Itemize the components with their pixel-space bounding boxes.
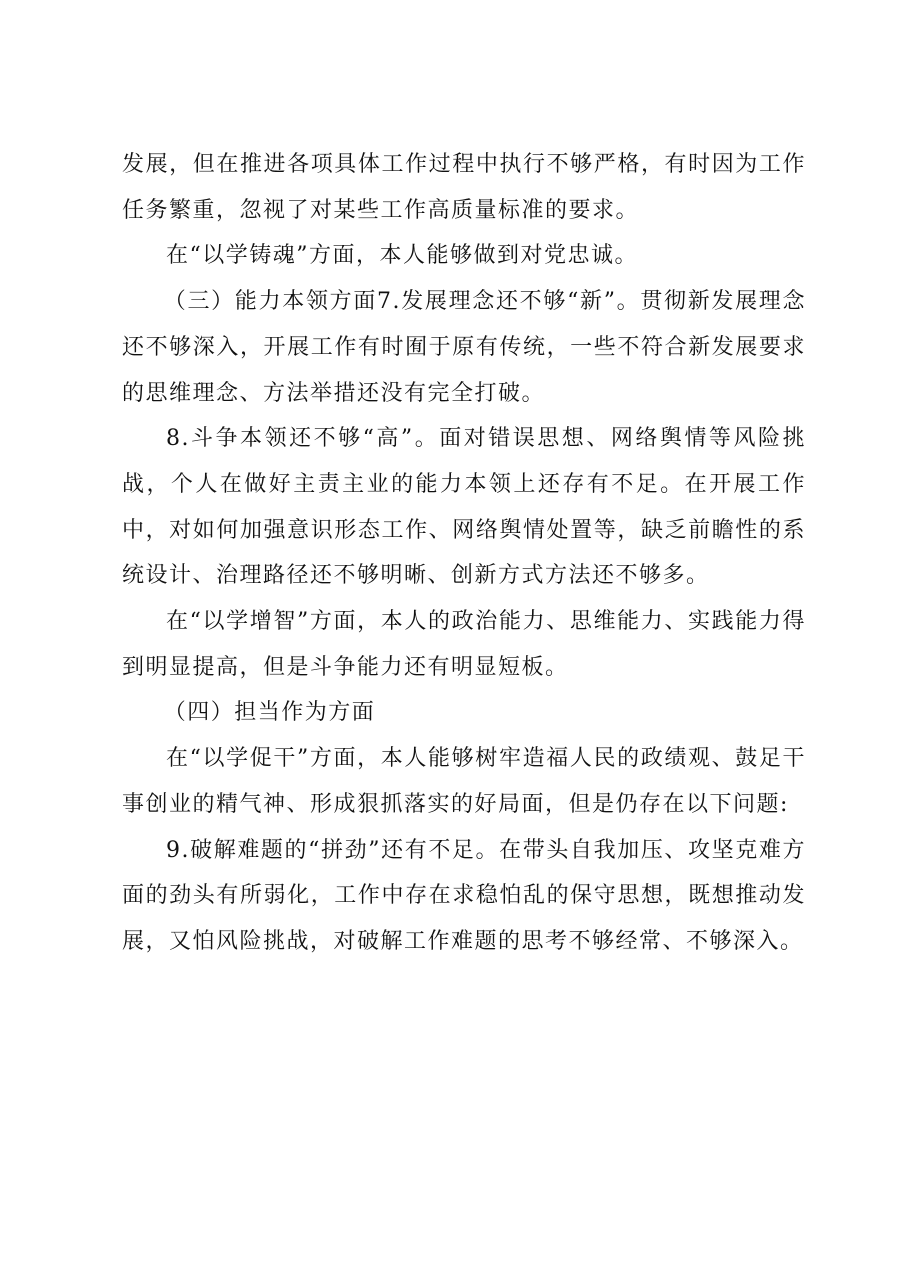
paragraph-text: 在“以学促干”方面，本人能够树牢造福人民的政绩观、鼓足干事创业的精气神、形成狠抓落实的好局面，但是仍存在以下问题: <box>122 746 806 817</box>
paragraph-promote-work <box>122 736 806 827</box>
section-heading-ability <box>122 279 806 416</box>
paragraph-wisdom <box>122 599 806 690</box>
paragraph-text: 在“以学铸魂”方面，本人能够做到对党忠诚。 <box>166 243 638 269</box>
paragraph-item-8 <box>122 416 806 599</box>
paragraph-item-9 <box>122 828 806 965</box>
paragraph-continuation <box>122 142 806 233</box>
paragraph-text: 在“以学增智”方面，本人的政治能力、思维能力、实践能力得到明显提高，但是斗争能力还有明显短板。 <box>122 609 806 680</box>
paragraph-text: 9.破解难题的“拼劲”还有不足。在带头自我加压、攻坚克难方面的劲头有所弱化，工作中存在求稳怕乱的保守思想，既想推动发展，又怕风险挑战，对破解工作难题的思考不够经常、不够深入。 <box>122 837 806 954</box>
document-body <box>122 142 806 965</box>
paragraph-text: 发展，但在推进各项具体工作过程中执行不够严格，有时因为工作任务繁重，忽视了对某些工作高质量标准的要求。 <box>122 152 806 223</box>
paragraph-text: （三）能力本领方面7.发展理念还不够“新”。贯彻新发展理念还不够深入，开展工作有时囿于原有传统，一些不符合新发展要求的思维理念、方法举措还没有完全打破。 <box>122 289 806 406</box>
paragraph-text: 8.斗争本领还不够“高”。面对错误思想、网络舆情等风险挑战，个人在做好主责主业的能力本领上还存有不足。在开展工作中，对如何加强意识形态工作、网络舆情处置等，缺乏前瞻性的系统设计、治理路径还不够明晰、创新方式方法还不够多。 <box>122 426 806 589</box>
paragraph-text: （四）担当作为方面 <box>163 700 376 726</box>
section-heading-responsibility <box>122 690 806 736</box>
paragraph-soul-casting <box>122 233 806 279</box>
